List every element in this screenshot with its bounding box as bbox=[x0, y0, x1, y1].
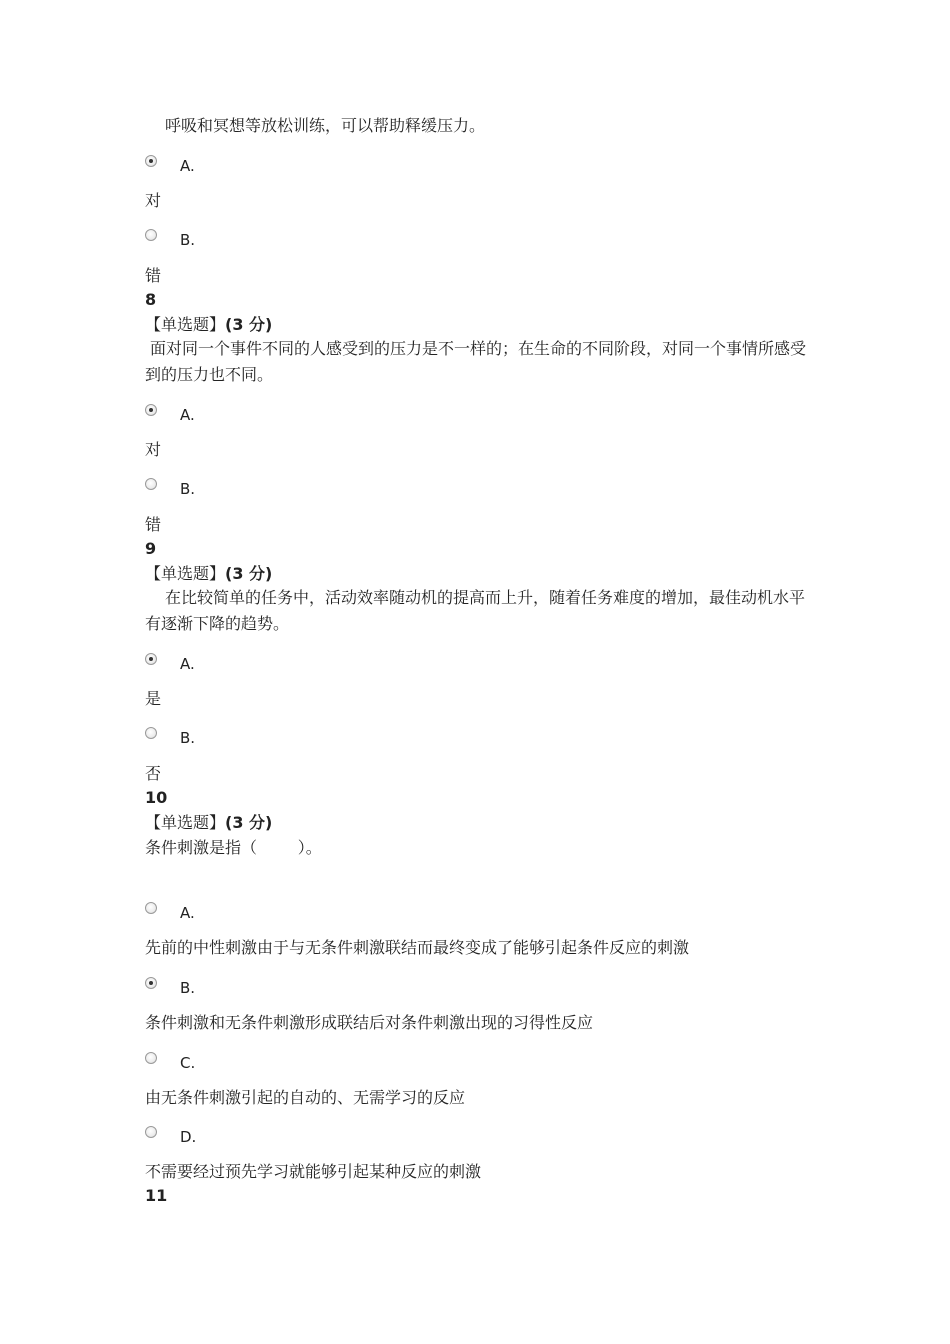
question-11-number: 11 bbox=[145, 1186, 168, 1205]
option-letter: A. bbox=[180, 157, 195, 175]
radio-selected-icon[interactable] bbox=[145, 977, 157, 989]
question-type-label: 【单选题】 bbox=[145, 564, 226, 583]
radio-unselected-icon[interactable] bbox=[145, 1052, 157, 1064]
question-9-type bbox=[145, 563, 272, 585]
question-score: (3 分) bbox=[225, 564, 273, 583]
radio-unselected-icon[interactable] bbox=[145, 229, 157, 241]
question-9-number: 9 bbox=[145, 539, 157, 558]
question-10-type bbox=[145, 812, 272, 834]
question-8-type bbox=[145, 314, 272, 336]
option-letter: B. bbox=[180, 979, 196, 997]
question-9-option-b-text: 否 bbox=[145, 764, 162, 783]
option-letter: C. bbox=[180, 1054, 196, 1072]
option-letter: B. bbox=[180, 231, 196, 249]
option-letter: A. bbox=[180, 904, 195, 922]
question-7-stem: 呼吸和冥想等放松训练，可以帮助释缓压力。 bbox=[165, 116, 486, 135]
radio-unselected-icon[interactable] bbox=[145, 478, 157, 490]
radio-selected-icon[interactable] bbox=[145, 155, 157, 167]
question-9-option-a-text: 是 bbox=[145, 689, 162, 708]
question-10-option-c-text: 由无条件刺激引起的自动的、无需学习的反应 bbox=[145, 1088, 466, 1107]
question-score: (3 分) bbox=[225, 315, 273, 334]
radio-selected-icon[interactable] bbox=[145, 404, 157, 416]
radio-selected-icon[interactable] bbox=[145, 653, 157, 665]
option-letter: B. bbox=[180, 729, 196, 747]
question-10-option-a-text: 先前的中性刺激由于与无条件刺激联结而最终变成了能够引起条件反应的刺激 bbox=[145, 938, 690, 957]
question-8-stem: 面对同一个事件不同的人感受到的压力是不一样的；在生命的不同阶段，对同一个事情所感受到的压力也不同。 bbox=[145, 339, 807, 384]
question-10-stem: 条件刺激是指（ ）。 bbox=[145, 838, 322, 857]
question-7-option-a-text: 对 bbox=[145, 191, 162, 210]
option-letter: A. bbox=[180, 406, 195, 424]
question-score: (3 分) bbox=[225, 813, 273, 832]
question-8-option-b-text: 错 bbox=[145, 515, 162, 534]
question-8-option-a-text: 对 bbox=[145, 440, 162, 459]
radio-unselected-icon[interactable] bbox=[145, 727, 157, 739]
question-10-option-b-text: 条件刺激和无条件刺激形成联结后对条件刺激出现的习得性反应 bbox=[145, 1013, 594, 1032]
question-type-label: 【单选题】 bbox=[145, 813, 226, 832]
question-10-number: 10 bbox=[145, 788, 168, 807]
radio-unselected-icon[interactable] bbox=[145, 1126, 157, 1138]
question-type-label: 【单选题】 bbox=[145, 315, 226, 334]
option-letter: B. bbox=[180, 480, 196, 498]
question-7-option-b-text: 错 bbox=[145, 266, 162, 285]
question-9-stem: 在比较简单的任务中，活动效率随动机的提高而上升，随着任务难度的增加，最佳动机水平有逐渐下降的趋势。 bbox=[145, 588, 806, 633]
radio-unselected-icon[interactable] bbox=[145, 902, 157, 914]
option-letter: D. bbox=[180, 1128, 197, 1146]
question-10-option-d-text: 不需要经过预先学习就能够引起某种反应的刺激 bbox=[145, 1162, 482, 1181]
option-letter: A. bbox=[180, 655, 195, 673]
question-8-number: 8 bbox=[145, 290, 157, 309]
